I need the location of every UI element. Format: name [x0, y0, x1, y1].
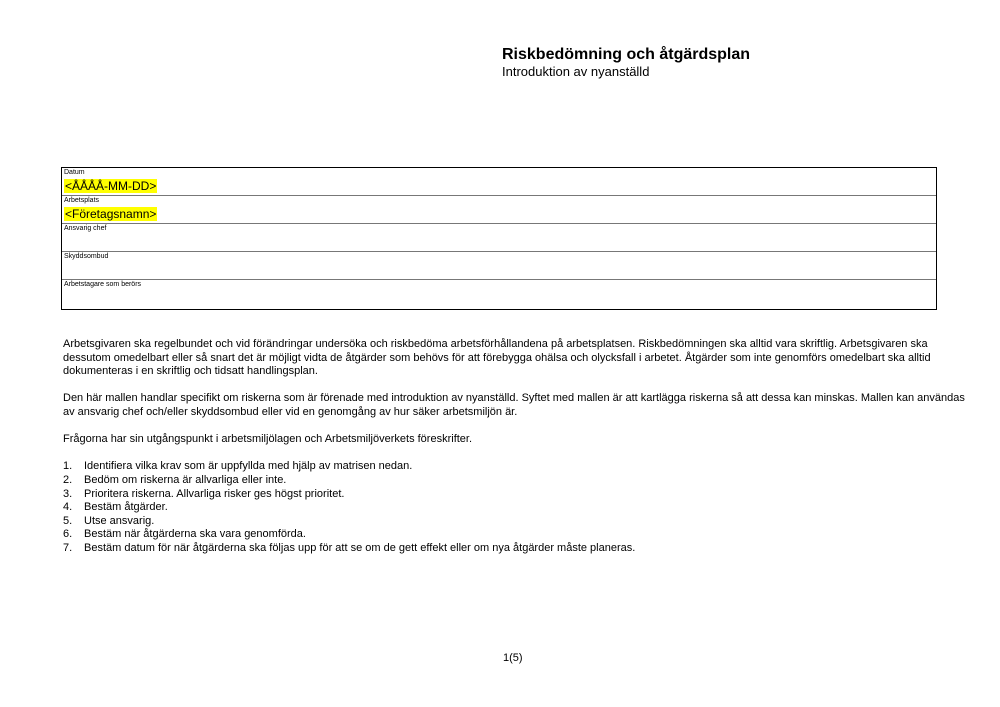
info-label: Arbetsplats — [64, 197, 100, 204]
paragraph: Frågorna har sin utgångspunkt i arbetsmiljölagen och Arbetsmiljöverkets föreskrifter. — [63, 433, 473, 446]
list-item: 1. Identifiera vilka krav som är uppfyllda med hjälp av matrisen nedan. — [63, 460, 413, 473]
info-label: Skyddsombud — [64, 253, 109, 260]
list-item: 3. Prioritera riskerna. Allvarliga risker ges högst prioritet. — [63, 487, 345, 500]
list-item: 6. Bestäm när åtgärderna ska vara genomförda. — [63, 528, 306, 541]
info-row-arbetsplats[interactable] — [62, 196, 936, 224]
document-header — [502, 45, 750, 79]
list-item: 7. Bestäm datum för när åtgärderna ska följas upp för att se om de gett effekt eller om nya åtgärder måste planeras. — [63, 541, 636, 554]
body-text — [63, 338, 973, 556]
info-label: Ansvarig chef — [64, 225, 107, 232]
list-item: 2. Bedöm om riskerna är allvarliga eller inte. — [63, 473, 287, 486]
document-subtitle: Introduktion av nyanställd — [502, 64, 650, 79]
list-item: 5. Utse ansvarig. — [63, 514, 155, 527]
steps-list — [63, 460, 973, 555]
info-row-arbetstagare[interactable] — [62, 280, 936, 309]
info-label: Arbetstagare som berörs — [64, 281, 142, 288]
date-field[interactable]: <ÅÅÅÅ-MM-DD> — [65, 179, 157, 193]
info-row-datum[interactable] — [62, 168, 936, 196]
document-title: Riskbedömning och åtgärdsplan — [502, 46, 751, 63]
list-item: 4. Bestäm åtgärder. — [63, 501, 168, 514]
page-number: 1(5) — [503, 652, 523, 664]
workplace-field[interactable]: <Företagsnamn> — [65, 207, 157, 221]
info-row-ansvarig-chef[interactable] — [62, 224, 936, 252]
paragraph: Den här mallen handlar specifikt om riskerna som är förenade med introduktion av nyanställd. Syftet med mallen är att kartlägga riskerna så att dessa kan minskas. Mallen kan användas av ansvarig chef och/eller skyddsombud eller vid en genomgång av hur säker arbetsmiljön är. — [63, 392, 965, 418]
info-row-skyddsombud[interactable] — [62, 252, 936, 280]
info-table — [61, 167, 937, 310]
info-label: Datum — [64, 169, 85, 176]
paragraph: Arbetsgivaren ska regelbundet och vid förändringar undersöka och riskbedöma arbetsförhållandena på arbetsplatsen. Riskbedömningen ska alltid vara skriftlig. Arbetsgivaren ska dessutom omedelbart eller så snart det är möjligt vidta de åtgärder som behövs för att förebygga ohälsa och olycksfall i arbetet. Åtgärder som inte genomförs omedelbart ska alltid dokumenteras i en skriftlig och tidsatt handlingsplan. — [63, 338, 931, 378]
